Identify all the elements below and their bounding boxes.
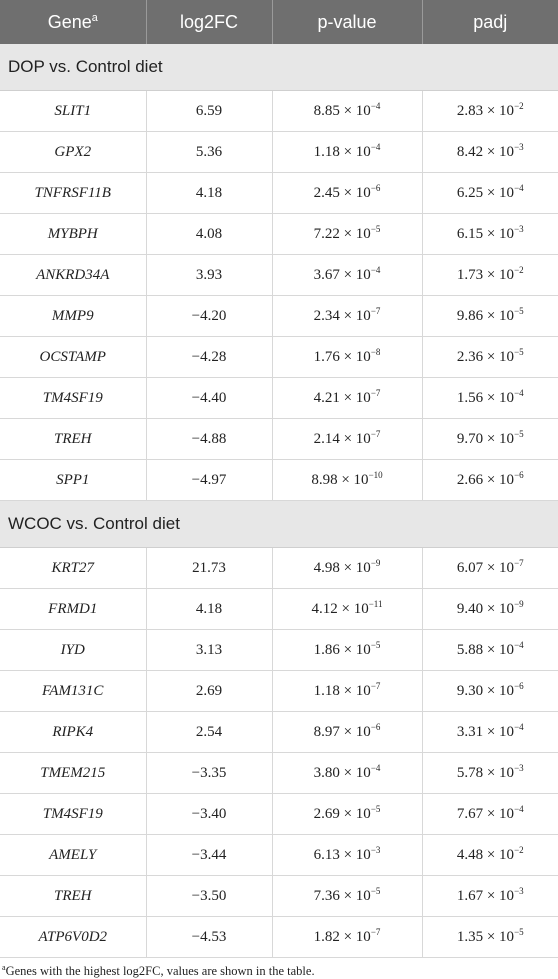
section-header xyxy=(0,501,558,548)
pvalue-cell-exponent: −3 xyxy=(370,844,381,855)
log2fc-cell: 2.54 xyxy=(146,712,272,753)
pvalue-cell-exponent: −5 xyxy=(370,803,381,814)
table-header xyxy=(0,0,558,44)
table-row xyxy=(0,835,558,876)
pvalue-cell-mantissa: 1.86 xyxy=(313,641,340,658)
table-row xyxy=(0,794,558,835)
pvalue-cell: $1.82 \times 10^{-7}$ xyxy=(272,917,422,958)
log2fc-cell: −4.20 xyxy=(146,296,272,337)
log2fc-cell: −3.44 xyxy=(146,835,272,876)
padj-cell: $4.48 \times 10^{-2}$ xyxy=(422,835,558,876)
table-body xyxy=(0,44,558,958)
gene-cell: AMELY xyxy=(0,835,146,876)
pvalue-cell: $3.67 \times 10^{-4}$ xyxy=(272,255,422,296)
pvalue-cell: $7.36 \times 10^{-5}$ xyxy=(272,876,422,917)
pvalue-cell-exponent: −8 xyxy=(370,346,381,357)
gene-cell: ANKRD34A xyxy=(0,255,146,296)
table-row xyxy=(0,337,558,378)
header-padj: padj xyxy=(422,0,558,44)
pvalue-cell: $2.34 \times 10^{-7}$ xyxy=(272,296,422,337)
section-title: WCOC vs. Control diet xyxy=(0,501,558,548)
padj-cell: $1.67 \times 10^{-3}$ xyxy=(422,876,558,917)
padj-cell: $9.70 \times 10^{-5}$ xyxy=(422,419,558,460)
pvalue-cell: $1.18 \times 10^{-4}$ xyxy=(272,132,422,173)
padj-cell: $9.86 \times 10^{-5}$ xyxy=(422,296,558,337)
padj-cell-mantissa: 1.35 xyxy=(456,928,484,945)
gene-cell: TM4SF19 xyxy=(0,794,146,835)
pvalue-cell-exponent: −9 xyxy=(370,557,381,568)
padj-cell-mantissa: 8.42 xyxy=(456,143,484,160)
log2fc-cell: 4.18 xyxy=(146,589,272,630)
table-row xyxy=(0,589,558,630)
padj-cell-exponent: −3 xyxy=(514,223,524,234)
padj-cell-exponent: −5 xyxy=(514,305,524,316)
pvalue-cell-exponent: −7 xyxy=(370,926,381,937)
padj-cell-exponent: −6 xyxy=(514,680,524,691)
pvalue-cell-mantissa: 4.21 xyxy=(313,389,340,406)
pvalue-cell-mantissa: 3.80 xyxy=(313,764,340,781)
pvalue-cell: $1.76 \times 10^{-8}$ xyxy=(272,337,422,378)
padj-cell-mantissa: 5.78 xyxy=(456,764,484,781)
padj-cell: $9.30 \times 10^{-6}$ xyxy=(422,671,558,712)
table-row xyxy=(0,419,558,460)
pvalue-cell-mantissa: 6.13 xyxy=(313,846,340,863)
padj-cell: $5.78 \times 10^{-3}$ xyxy=(422,753,558,794)
pvalue-cell-exponent: −5 xyxy=(370,223,381,234)
padj-cell-exponent: −3 xyxy=(514,762,524,773)
pvalue-cell: $2.14 \times 10^{-7}$ xyxy=(272,419,422,460)
padj-cell-exponent: −7 xyxy=(514,557,524,568)
pvalue-cell-mantissa: 4.98 xyxy=(313,559,340,576)
padj-cell-exponent: −9 xyxy=(514,598,524,609)
padj-cell-mantissa: 9.30 xyxy=(456,682,484,699)
table-row xyxy=(0,917,558,958)
padj-cell-exponent: −5 xyxy=(514,926,524,937)
table-row xyxy=(0,671,558,712)
gene-cell: TNFRSF11B xyxy=(0,173,146,214)
padj-cell-exponent: −2 xyxy=(514,844,524,855)
padj-cell-mantissa: 2.36 xyxy=(456,348,484,365)
log2fc-cell: 2.69 xyxy=(146,671,272,712)
padj-cell-mantissa: 1.73 xyxy=(456,266,484,283)
pvalue-cell-mantissa: 4.12 xyxy=(311,600,338,617)
pvalue-cell-mantissa: 1.18 xyxy=(313,682,340,699)
pvalue-cell: $1.18 \times 10^{-7}$ xyxy=(272,671,422,712)
table-row xyxy=(0,460,558,501)
gene-cell: FAM131C xyxy=(0,671,146,712)
padj-cell: $2.83 \times 10^{-2}$ xyxy=(422,91,558,132)
padj-cell-exponent: −4 xyxy=(514,721,524,732)
log2fc-cell: −3.40 xyxy=(146,794,272,835)
padj-cell-exponent: −4 xyxy=(514,387,524,398)
padj-cell: $9.40 \times 10^{-9}$ xyxy=(422,589,558,630)
padj-cell-exponent: −4 xyxy=(514,803,524,814)
padj-cell: $6.07 \times 10^{-7}$ xyxy=(422,548,558,589)
pvalue-cell: $3.80 \times 10^{-4}$ xyxy=(272,753,422,794)
pvalue-cell-mantissa: 7.22 xyxy=(313,225,340,242)
padj-cell-mantissa: 4.48 xyxy=(456,846,484,863)
gene-cell: MYBPH xyxy=(0,214,146,255)
pvalue-cell-mantissa: 2.45 xyxy=(313,184,340,201)
log2fc-cell: −4.97 xyxy=(146,460,272,501)
pvalue-cell-exponent: −6 xyxy=(370,182,381,193)
pvalue-cell-exponent: −4 xyxy=(370,264,381,275)
table-row xyxy=(0,753,558,794)
padj-cell: $6.15 \times 10^{-3}$ xyxy=(422,214,558,255)
log2fc-cell: 6.59 xyxy=(146,91,272,132)
pvalue-cell: $8.97 \times 10^{-6}$ xyxy=(272,712,422,753)
padj-cell: $6.25 \times 10^{-4}$ xyxy=(422,173,558,214)
gene-cell: TM4SF19 xyxy=(0,378,146,419)
log2fc-cell: −4.88 xyxy=(146,419,272,460)
padj-cell: $1.56 \times 10^{-4}$ xyxy=(422,378,558,419)
pvalue-cell-mantissa: 8.98 xyxy=(311,471,338,488)
table-row xyxy=(0,214,558,255)
gene-cell: ATP6V0D2 xyxy=(0,917,146,958)
gene-cell: IYD xyxy=(0,630,146,671)
log2fc-cell: 4.08 xyxy=(146,214,272,255)
header-log2fc: log2FC xyxy=(146,0,272,44)
gene-cell: SLIT1 xyxy=(0,91,146,132)
padj-cell-mantissa: 9.86 xyxy=(456,307,484,324)
table-row xyxy=(0,91,558,132)
log2fc-cell: 21.73 xyxy=(146,548,272,589)
table-row xyxy=(0,712,558,753)
gene-cell: TREH xyxy=(0,876,146,917)
padj-cell-exponent: −4 xyxy=(514,182,524,193)
pvalue-cell-exponent: −4 xyxy=(370,762,381,773)
footnote-marker: a xyxy=(2,962,6,972)
padj-cell: $3.31 \times 10^{-4}$ xyxy=(422,712,558,753)
padj-cell-mantissa: 5.88 xyxy=(456,641,484,658)
padj-cell-mantissa: 7.67 xyxy=(456,805,484,822)
pvalue-cell-mantissa: 2.14 xyxy=(313,430,340,447)
padj-cell-exponent: −3 xyxy=(514,885,524,896)
padj-cell-mantissa: 1.67 xyxy=(456,887,484,904)
padj-cell: $1.73 \times 10^{-2}$ xyxy=(422,255,558,296)
pvalue-cell-exponent: −4 xyxy=(370,100,381,111)
padj-cell-exponent: −5 xyxy=(514,428,524,439)
pvalue-cell: $6.13 \times 10^{-3}$ xyxy=(272,835,422,876)
padj-cell-mantissa: 2.83 xyxy=(456,102,484,119)
pvalue-cell: $8.98 \times 10^{-10}$ xyxy=(272,460,422,501)
pvalue-cell-exponent: −5 xyxy=(370,639,381,650)
table-row xyxy=(0,378,558,419)
padj-cell: $8.42 \times 10^{-3}$ xyxy=(422,132,558,173)
pvalue-cell-exponent: −10 xyxy=(368,469,383,480)
padj-cell: $2.36 \times 10^{-5}$ xyxy=(422,337,558,378)
pvalue-cell: $4.21 \times 10^{-7}$ xyxy=(272,378,422,419)
padj-cell-exponent: −4 xyxy=(514,639,524,650)
padj-cell-mantissa: 9.40 xyxy=(456,600,484,617)
gene-cell: TREH xyxy=(0,419,146,460)
gene-cell: TMEM215 xyxy=(0,753,146,794)
padj-cell: $7.67 \times 10^{-4}$ xyxy=(422,794,558,835)
table-row xyxy=(0,173,558,214)
padj-cell-mantissa: 6.07 xyxy=(456,559,484,576)
pvalue-cell-exponent: −5 xyxy=(370,885,381,896)
log2fc-cell: 3.13 xyxy=(146,630,272,671)
padj-cell-mantissa: 6.15 xyxy=(456,225,484,242)
log2fc-cell: −4.53 xyxy=(146,917,272,958)
pvalue-cell-exponent: −7 xyxy=(370,305,381,316)
gene-cell: KRT27 xyxy=(0,548,146,589)
gene-cell: MMP9 xyxy=(0,296,146,337)
pvalue-cell-mantissa: 1.82 xyxy=(313,928,340,945)
header-gene: Gene$^a$ xyxy=(0,0,146,44)
pvalue-cell-mantissa: 1.18 xyxy=(313,143,340,160)
pvalue-cell-mantissa: 2.34 xyxy=(313,307,340,324)
log2fc-cell: −3.35 xyxy=(146,753,272,794)
pvalue-cell: $2.69 \times 10^{-5}$ xyxy=(272,794,422,835)
gene-cell: SPP1 xyxy=(0,460,146,501)
pvalue-cell-exponent: −7 xyxy=(370,428,381,439)
pvalue-cell-mantissa: 2.69 xyxy=(313,805,340,822)
padj-cell-mantissa: 9.70 xyxy=(456,430,484,447)
pvalue-cell: $7.22 \times 10^{-5}$ xyxy=(272,214,422,255)
section-header xyxy=(0,44,558,91)
pvalue-cell-exponent: −4 xyxy=(370,141,381,152)
pvalue-cell-mantissa: 7.36 xyxy=(313,887,340,904)
padj-cell: $5.88 \times 10^{-4}$ xyxy=(422,630,558,671)
padj-cell-exponent: −5 xyxy=(514,346,524,357)
padj-cell: $1.35 \times 10^{-5}$ xyxy=(422,917,558,958)
pvalue-cell: $1.86 \times 10^{-5}$ xyxy=(272,630,422,671)
header-pvalue: p-value xyxy=(272,0,422,44)
gene-cell: RIPK4 xyxy=(0,712,146,753)
padj-cell-exponent: −2 xyxy=(514,100,524,111)
header-gene-footnote-marker: a xyxy=(91,11,98,24)
padj-cell-mantissa: 6.25 xyxy=(456,184,484,201)
gene-cell: GPX2 xyxy=(0,132,146,173)
table-row xyxy=(0,255,558,296)
log2fc-cell: 5.36 xyxy=(146,132,272,173)
footnote xyxy=(0,958,558,979)
pvalue-cell-mantissa: 8.85 xyxy=(313,102,340,119)
table-row xyxy=(0,548,558,589)
pvalue-cell: $2.45 \times 10^{-6}$ xyxy=(272,173,422,214)
log2fc-cell: 4.18 xyxy=(146,173,272,214)
pvalue-cell-mantissa: 8.97 xyxy=(313,723,340,740)
pvalue-cell: $4.98 \times 10^{-9}$ xyxy=(272,548,422,589)
table-row xyxy=(0,630,558,671)
padj-cell-mantissa: 3.31 xyxy=(456,723,484,740)
log2fc-cell: −4.28 xyxy=(146,337,272,378)
footnote-text: Genes with the highest log2FC, values are shown in the table. xyxy=(5,964,315,978)
pvalue-cell-exponent: −7 xyxy=(370,387,381,398)
pvalue-cell-exponent: −7 xyxy=(370,680,381,691)
padj-cell: $2.66 \times 10^{-6}$ xyxy=(422,460,558,501)
padj-cell-exponent: −6 xyxy=(514,469,524,480)
padj-cell-mantissa: 2.66 xyxy=(456,471,484,488)
padj-cell-exponent: −2 xyxy=(514,264,524,275)
pvalue-cell-exponent: −11 xyxy=(368,598,383,609)
gene-cell: FRMD1 xyxy=(0,589,146,630)
log2fc-cell: −4.40 xyxy=(146,378,272,419)
log2fc-cell: 3.93 xyxy=(146,255,272,296)
pvalue-cell: $8.85 \times 10^{-4}$ xyxy=(272,91,422,132)
pvalue-cell-mantissa: 1.76 xyxy=(313,348,340,365)
gene-cell: OCSTAMP xyxy=(0,337,146,378)
section-title: DOP vs. Control diet xyxy=(0,44,558,91)
table-row xyxy=(0,132,558,173)
table-row xyxy=(0,296,558,337)
table-row xyxy=(0,876,558,917)
padj-cell-exponent: −3 xyxy=(514,141,524,152)
pvalue-cell: $4.12 \times 10^{-11}$ xyxy=(272,589,422,630)
log2fc-cell: −3.50 xyxy=(146,876,272,917)
pvalue-cell-mantissa: 3.67 xyxy=(313,266,340,283)
pvalue-cell-exponent: −6 xyxy=(370,721,381,732)
padj-cell-mantissa: 1.56 xyxy=(456,389,484,406)
